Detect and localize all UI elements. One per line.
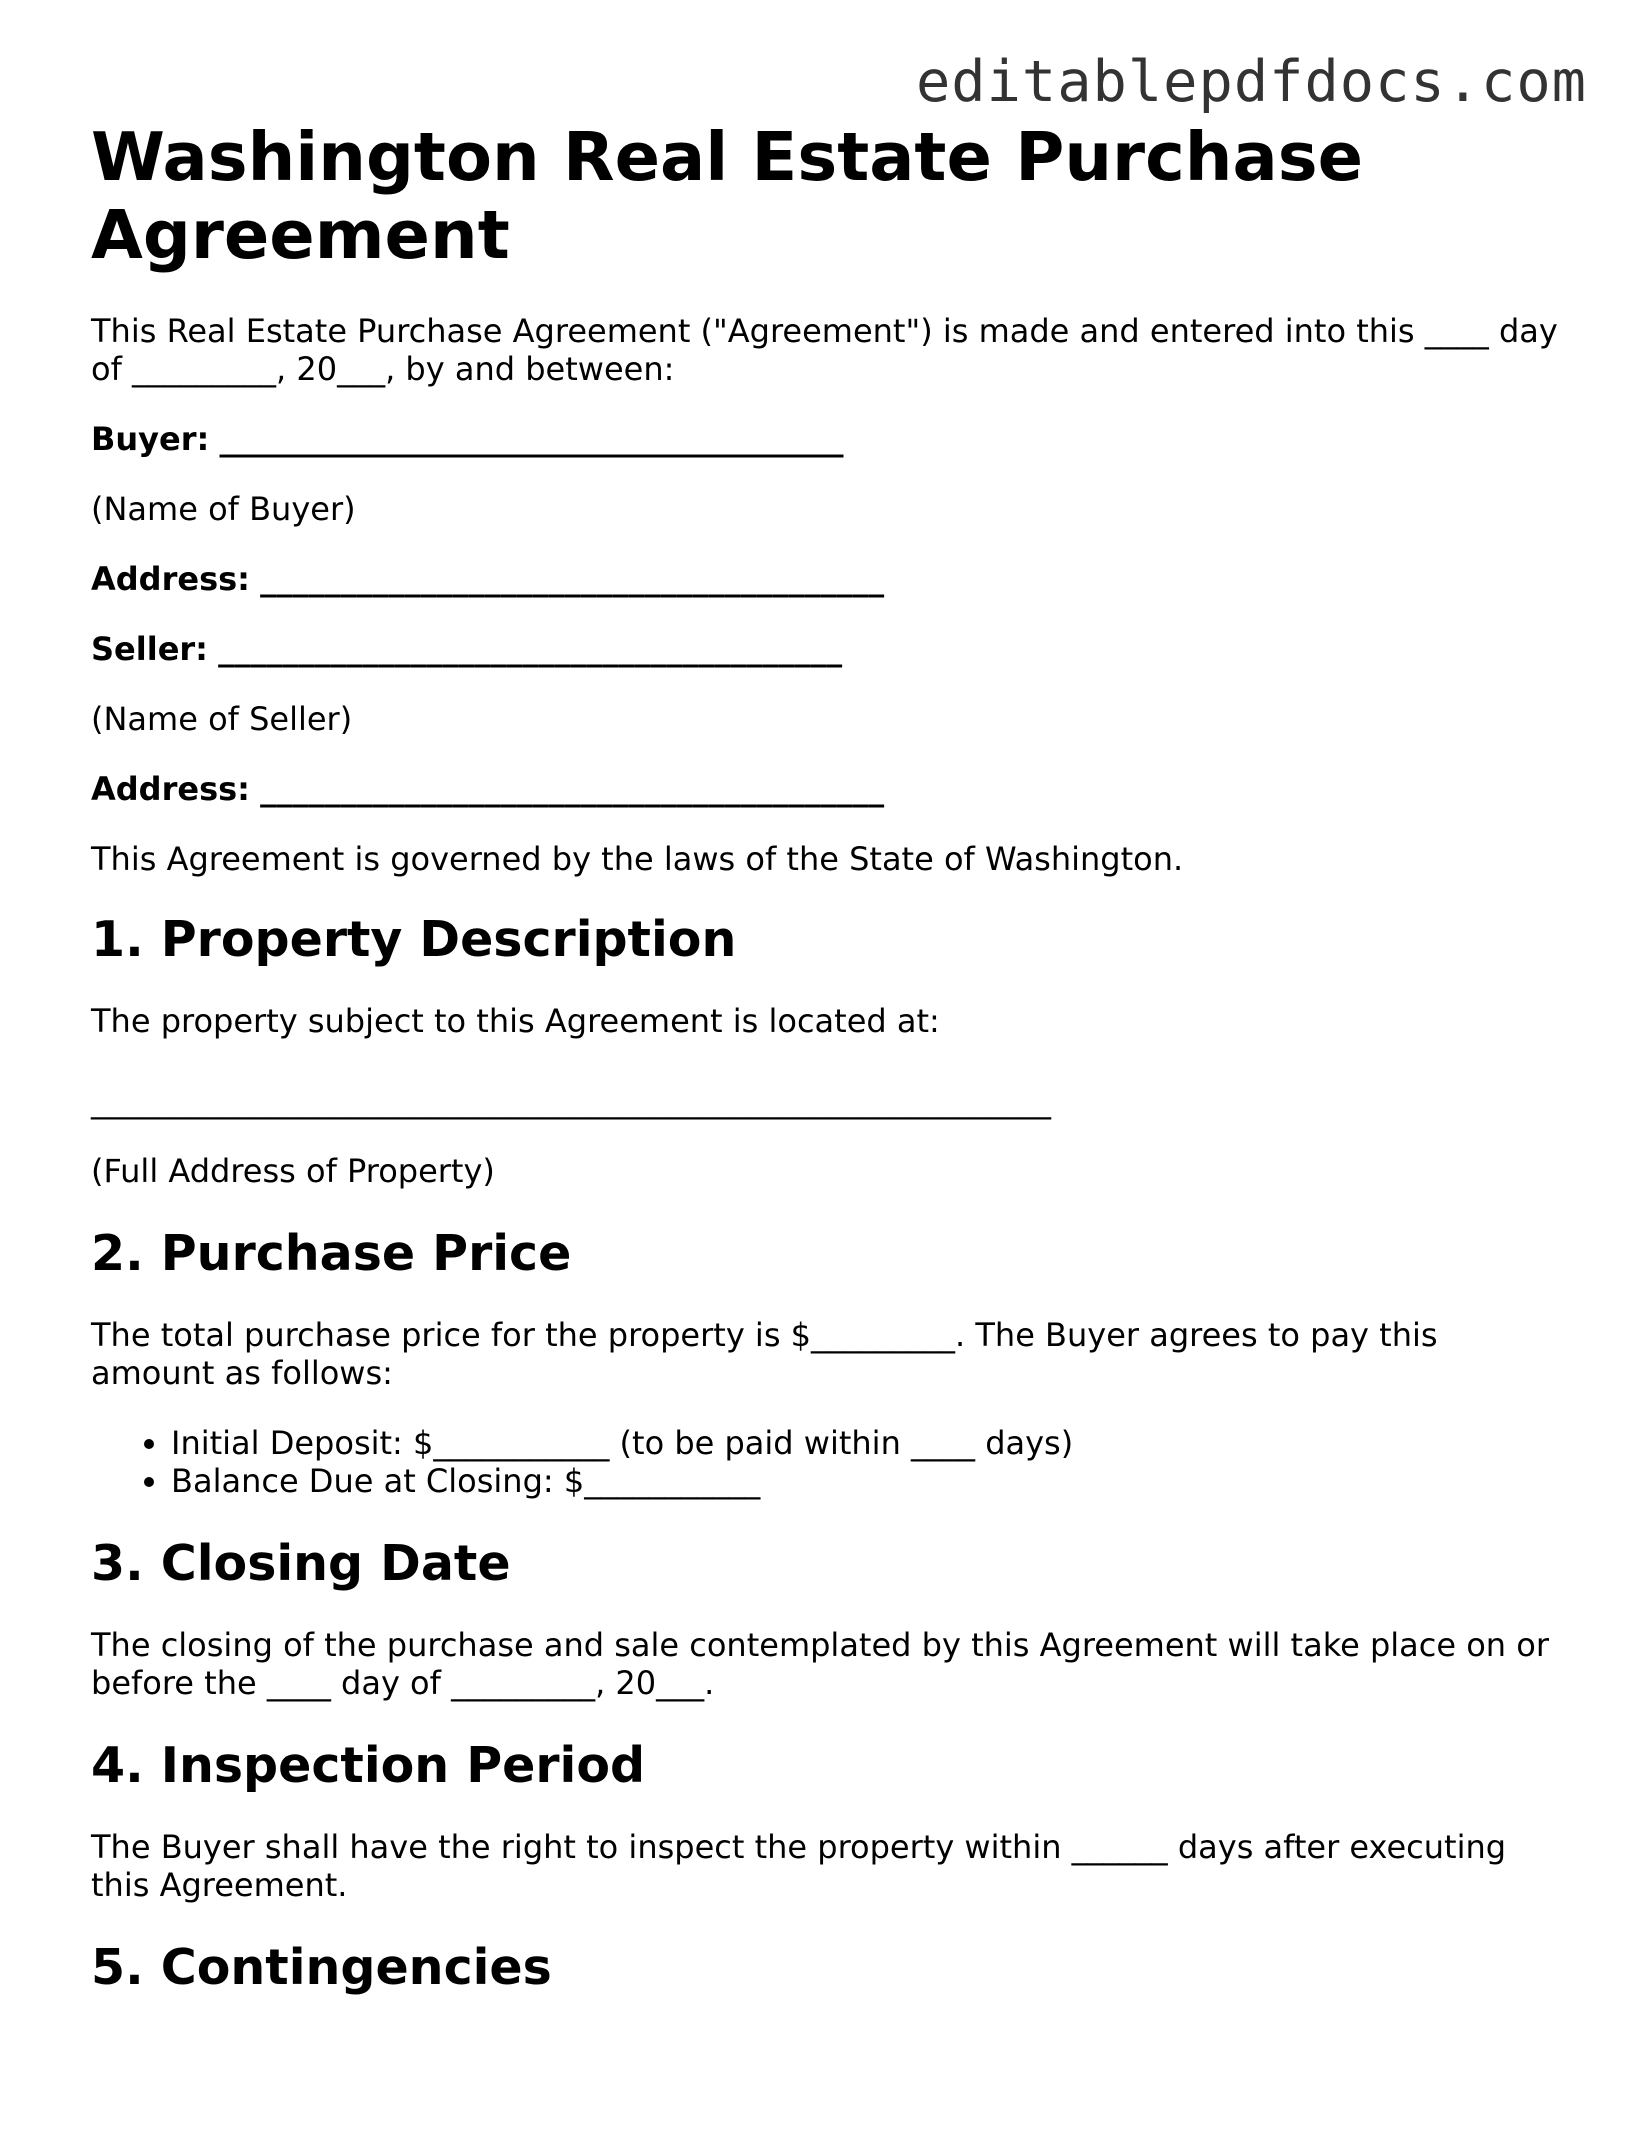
property-text: The property subject to this Agreement is located at:	[91, 1002, 940, 1040]
section-heading-inspection: 4. Inspection Period	[91, 1737, 646, 1794]
seller-address-field	[91, 770, 1571, 808]
seller-note: (Name of Seller)	[91, 700, 353, 738]
payment-list	[91, 1424, 1571, 1500]
price-text: The total purchase price for the property is $_________. The Buyer agrees to pay this amount as follows:	[91, 1316, 1438, 1392]
seller-blank[interactable]: _______________________________________	[218, 630, 843, 668]
property-address-blank[interactable]: ____________________________________________________________	[91, 1082, 1051, 1120]
buyer-label: Buyer:	[91, 420, 210, 458]
watermark: editablepdfdocs.com	[915, 49, 1587, 115]
inspection-text: The Buyer shall have the right to inspect the property within ______ days after executing this Agreement.	[91, 1828, 1507, 1904]
list-item: • Initial Deposit: $___________ (to be paid within ____ days)	[171, 1424, 1571, 1462]
governing-law: This Agreement is governed by the laws of the State of Washington.	[91, 840, 1184, 878]
closing-text: The closing of the purchase and sale contemplated by this Agreement will take place on or before the ____ day of _________, 20___.	[91, 1626, 1549, 1702]
property-note: (Full Address of Property)	[91, 1152, 495, 1190]
buyer-address-field	[91, 560, 1571, 598]
section-heading-closing: 3. Closing Date	[91, 1535, 511, 1592]
buyer-note: (Name of Buyer)	[91, 490, 356, 528]
section-heading-contingencies: 5. Contingencies	[91, 1939, 552, 1996]
seller-label: Seller:	[91, 630, 208, 668]
document-title: Washington Real Estate Purchase Agreement	[91, 118, 1364, 274]
buyer-field	[91, 420, 1571, 458]
seller-address-blank[interactable]: _______________________________________	[260, 770, 885, 808]
list-item: • Balance Due at Closing: $___________	[171, 1462, 1571, 1500]
intro-paragraph: This Real Estate Purchase Agreement ("Agreement") is made and entered into this ____ day of _________, 20___, by and between:	[91, 312, 1558, 388]
seller-field	[91, 630, 1571, 668]
seller-address-label: Address:	[91, 770, 250, 808]
document-page	[91, 118, 1571, 1996]
section-heading-property: 1. Property Description	[91, 911, 737, 968]
buyer-address-blank[interactable]: _______________________________________	[260, 560, 885, 598]
buyer-blank[interactable]: _______________________________________	[219, 420, 844, 458]
section-heading-price: 2. Purchase Price	[91, 1225, 572, 1282]
buyer-address-label: Address:	[91, 560, 250, 598]
